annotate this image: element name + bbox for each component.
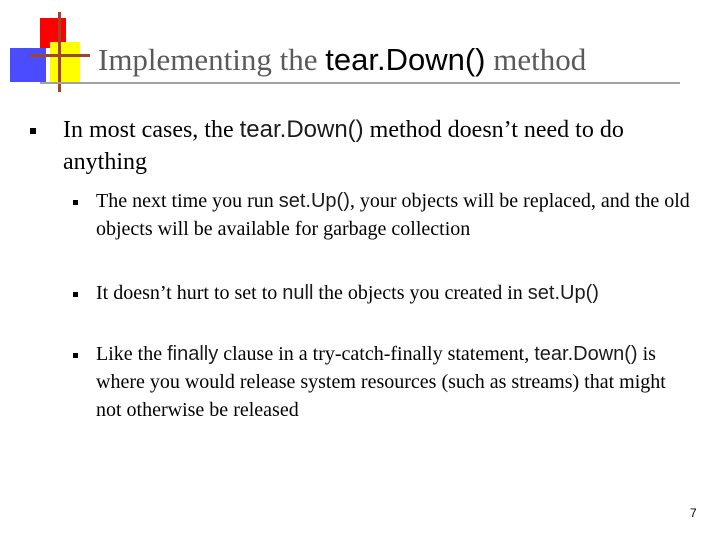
title-code: tear.Down(): [325, 42, 486, 77]
logo-horizontal-line: [30, 54, 90, 57]
bullet-square-icon: [73, 292, 78, 297]
title-rule: [40, 82, 680, 84]
slide-title: [98, 40, 708, 80]
title-text-suffix: method: [485, 42, 587, 77]
page-number: 7: [690, 506, 697, 520]
title-text: Implementing the: [98, 42, 326, 77]
logo-blue-square: [10, 48, 46, 82]
sub-bullet-3: Like the finally clause in a try-catch-finally statement, tear.Down() is where you would release system resources (such as streams) that might not otherwise be released: [96, 343, 666, 421]
bullet-square-icon: [73, 353, 78, 358]
logo-yellow-square: [50, 42, 80, 82]
bullet-main: In most cases, the tear.Down() method doesn’t need to do anything: [63, 116, 624, 175]
logo-vertical-line: [58, 12, 61, 92]
bullet-square-icon: [30, 128, 36, 134]
sub-bullet-1: The next time you run set.Up(), your objects will be replaced, and the old objects will be available for garbage collection: [96, 190, 690, 240]
sub-bullet-2: It doesn’t hurt to set to null the objects you created in set.Up(): [96, 282, 599, 304]
bullet-square-icon: [73, 200, 78, 205]
